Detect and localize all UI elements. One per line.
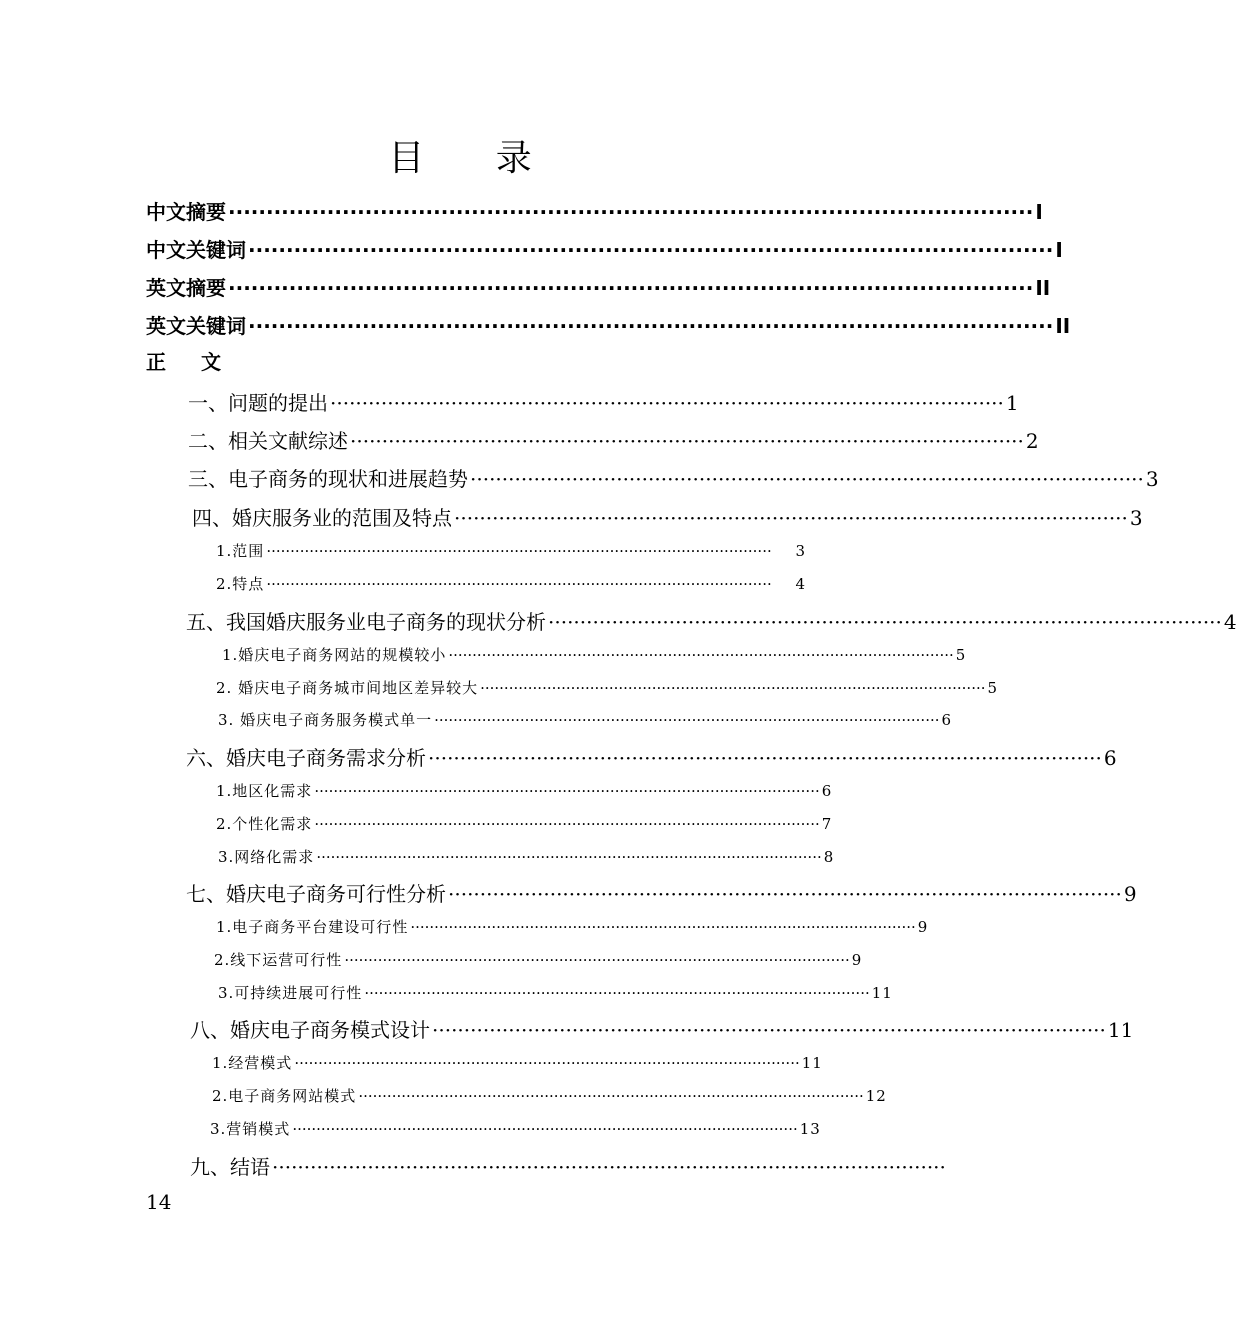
toc-entry-text: 1.地区化需求: [216, 782, 313, 800]
toc-entry-page: 13: [799, 1120, 821, 1138]
toc-leader: ··········································································································: [292, 1120, 798, 1138]
toc-entry[interactable]: [212, 1085, 887, 1106]
toc-entry-text: 1.经营模式: [212, 1054, 293, 1072]
toc-entry[interactable]: [188, 425, 1039, 454]
toc-entry-text: 1.婚庆电子商务网站的规模较小: [222, 646, 447, 664]
toc-leader: ··········································································································: [448, 882, 1122, 906]
toc-leader: ··········································································································: [272, 1155, 946, 1179]
toc-title: 目 录: [388, 138, 562, 179]
toc-leader: ··········································································································: [228, 200, 1034, 224]
toc-entry-text: 3.可持续进展可行性: [218, 984, 363, 1002]
toc-entry-page: 5: [955, 646, 967, 664]
footer-page-number: 14: [146, 1190, 172, 1214]
toc-entry-text: 中文摘要: [146, 200, 226, 224]
toc-entry[interactable]: [190, 1151, 946, 1180]
toc-entry-text: 三、电子商务的现状和进展趋势: [188, 467, 468, 491]
toc-entry-text: 2.个性化需求: [216, 815, 313, 833]
toc-entry[interactable]: [188, 387, 1019, 416]
toc-leader: ··········································································································: [266, 542, 772, 560]
toc-leader: ··········································································································: [454, 506, 1128, 530]
toc-leader: ··········································································································: [548, 610, 1222, 634]
toc-entry-text: 八、婚庆电子商务模式设计: [190, 1018, 430, 1042]
toc-leader: ··········································································································: [330, 391, 1004, 415]
toc-leader: ··········································································································: [294, 1054, 800, 1072]
toc-entry-text: 四、婚庆服务业的范围及特点: [192, 506, 452, 530]
toc-entry[interactable]: [188, 463, 1159, 492]
toc-entry-text: 九、结语: [190, 1155, 270, 1179]
toc-entry[interactable]: [216, 916, 929, 937]
toc-entry-page: 6: [1103, 746, 1117, 770]
toc-leader: ··········································································································: [480, 679, 986, 697]
toc-entry-page: 2: [1025, 429, 1039, 453]
section-label: 正 文: [146, 350, 235, 374]
toc-leader: ··········································································································: [228, 276, 1034, 300]
toc-leader: ··········································································································: [350, 429, 1024, 453]
toc-entry-page: 9: [851, 951, 863, 969]
toc-entry[interactable]: [218, 982, 893, 1003]
toc-entry-page: 11: [871, 984, 893, 1002]
toc-entry-page: 4: [1223, 610, 1237, 634]
toc-entry-text: 3.网络化需求: [218, 848, 315, 866]
toc-entry[interactable]: [146, 310, 1071, 339]
toc-entry-text: 英文关键词: [146, 314, 246, 338]
toc-entry-text: 1.电子商务平台建设可行性: [216, 918, 409, 936]
toc-leader: ··········································································································: [434, 711, 940, 729]
toc-entry-page: II: [1055, 314, 1071, 338]
toc-entry-page: 6: [941, 711, 953, 729]
toc-entry-page: 3: [1129, 506, 1143, 530]
toc-entry[interactable]: [216, 813, 833, 834]
toc-entry[interactable]: [190, 1014, 1134, 1043]
toc-entry[interactable]: [186, 742, 1117, 771]
toc-entry-page: II: [1035, 276, 1051, 300]
toc-entry[interactable]: [216, 573, 806, 594]
toc-entry-text: 2.特点: [216, 575, 265, 593]
toc-entry-page: Ⅰ: [1035, 200, 1043, 224]
toc-entry-text: 2.线下运营可行性: [214, 951, 343, 969]
toc-entry-page: Ⅰ: [1055, 238, 1063, 262]
toc-entry[interactable]: [186, 878, 1137, 907]
toc-entry-page: 3: [795, 542, 806, 560]
toc-entry-page: 7: [821, 815, 833, 833]
toc-entry-text: 一、问题的提出: [188, 391, 328, 415]
toc-leader: ··········································································································: [314, 782, 820, 800]
toc-leader: ··········································································································: [358, 1087, 864, 1105]
toc-entry-page: 5: [987, 679, 999, 697]
toc-leader: ··········································································································: [314, 815, 820, 833]
toc-entry-page: 11: [1107, 1018, 1134, 1042]
toc-entry-page: 6: [821, 782, 833, 800]
toc-entry-page: 9: [1123, 882, 1137, 906]
toc-entry[interactable]: [216, 540, 806, 561]
toc-leader: ··········································································································: [248, 314, 1054, 338]
toc-entry[interactable]: [216, 677, 999, 698]
toc-entry-text: 五、我国婚庆服务业电子商务的现状分析: [186, 610, 546, 634]
toc-entry-text: 英文摘要: [146, 276, 226, 300]
toc-entry[interactable]: [186, 606, 1237, 635]
toc-entry-text: 二、相关文献综述: [188, 429, 348, 453]
toc-entry[interactable]: [192, 502, 1143, 531]
toc-entry-text: 2. 婚庆电子商务城市间地区差异较大: [216, 679, 479, 697]
toc-entry-text: 1.范围: [216, 542, 265, 560]
toc-entry-page: 11: [801, 1054, 823, 1072]
toc-entry[interactable]: [222, 644, 967, 665]
toc-leader: ··········································································································: [448, 646, 954, 664]
toc-entry[interactable]: [210, 1118, 821, 1139]
toc-entry[interactable]: [146, 234, 1063, 263]
toc-entry-page: 1: [1005, 391, 1019, 415]
toc-leader: ··········································································································: [248, 238, 1054, 262]
toc-leader: ··········································································································: [344, 951, 850, 969]
toc-entry-text: 3.营销模式: [210, 1120, 291, 1138]
toc-leader: ··········································································································: [428, 746, 1102, 770]
toc-leader: ··········································································································: [364, 984, 870, 1002]
toc-leader: ··········································································································: [432, 1018, 1106, 1042]
toc-leader: ··········································································································: [266, 575, 772, 593]
toc-entry[interactable]: [216, 780, 833, 801]
toc-entry-text: 中文关键词: [146, 238, 246, 262]
toc-entry-page: 8: [823, 848, 835, 866]
toc-leader: ··········································································································: [470, 467, 1144, 491]
toc-entry-text: 2.电子商务网站模式: [212, 1087, 357, 1105]
toc-entry-text: 3. 婚庆电子商务服务模式单一: [218, 711, 433, 729]
toc-leader: ··········································································································: [316, 848, 822, 866]
toc-entry[interactable]: [212, 1052, 823, 1073]
toc-entry-page: 3: [1145, 467, 1159, 491]
toc-entry-page: 4: [795, 575, 806, 593]
toc-leader: ··········································································································: [410, 918, 916, 936]
toc-entry-text: 七、婚庆电子商务可行性分析: [186, 882, 446, 906]
toc-entry[interactable]: [146, 272, 1051, 301]
toc-entry-text: 六、婚庆电子商务需求分析: [186, 746, 426, 770]
toc-entry-page: 12: [865, 1087, 887, 1105]
toc-entry[interactable]: [218, 846, 835, 867]
toc-entry[interactable]: [214, 949, 863, 970]
toc-entry[interactable]: [146, 196, 1043, 225]
toc-entry[interactable]: [218, 709, 953, 730]
toc-entry-page: 9: [917, 918, 929, 936]
